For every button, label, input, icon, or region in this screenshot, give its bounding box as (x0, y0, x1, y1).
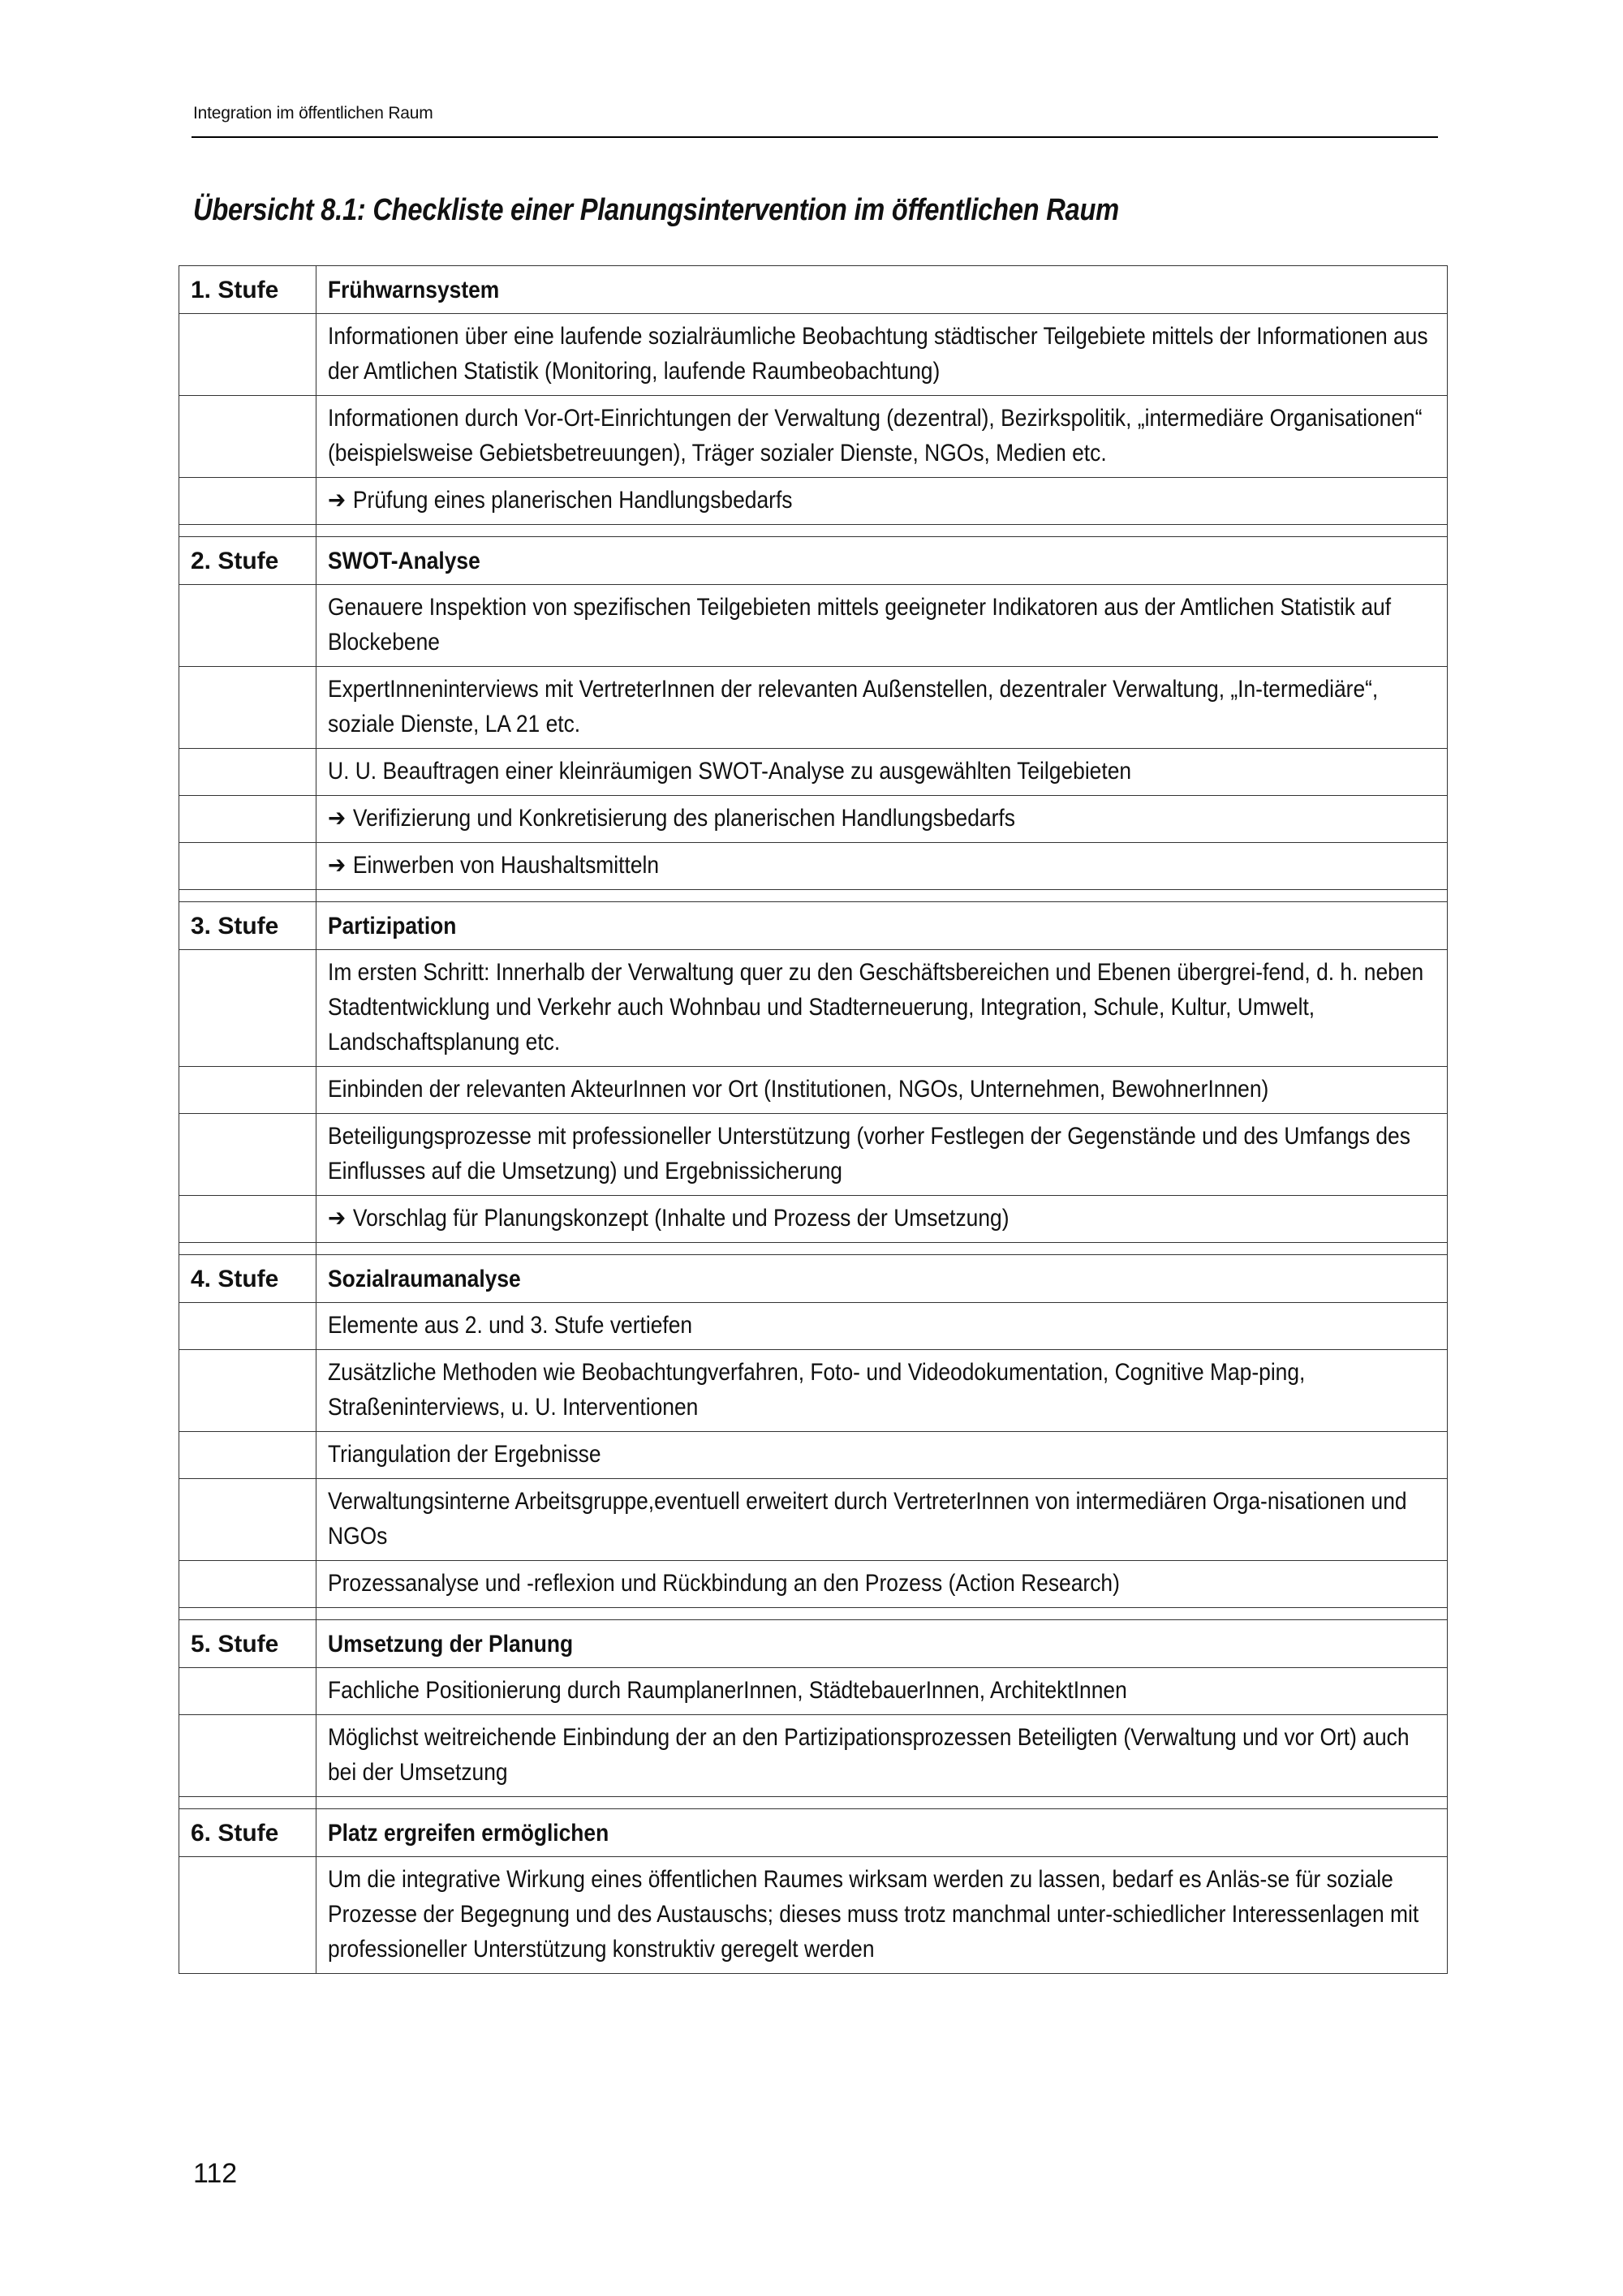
checklist-item-row (179, 796, 1448, 843)
checklist-item-text: U. U. Beauftragen einer kleinräumigen SWOT-Analyse zu ausgewählten Teilgebieten (328, 758, 1132, 785)
checklist-item-wrap (328, 672, 1429, 742)
checklist-item-text: Im ersten Schritt: Innerhalb der Verwaltung quer zu den Geschäftsbereichen und Ebenen übergrei-fend, d. h. neben Stadtentwicklung und Verkehr auch Wohnbau und Stadterneuerung, Integration, Schule, Kultur, Umwelt, Landschaftsplanung etc. (328, 959, 1424, 1056)
stage-label: 6. Stufe (179, 1809, 316, 1857)
spacer-cell (179, 1243, 316, 1255)
checklist-item (316, 1432, 1448, 1479)
checklist-item (316, 478, 1448, 525)
checklist-item-wrap (328, 1720, 1429, 1790)
empty-stage-cell (179, 796, 316, 843)
empty-stage-cell (179, 1857, 316, 1974)
checklist-item-text: Prozessanalyse und -reflexion und Rückbindung an den Prozess (Action Research) (328, 1570, 1120, 1597)
checklist-item (316, 749, 1448, 796)
stage-row (179, 1620, 1448, 1668)
empty-stage-cell (179, 1350, 316, 1432)
checklist-item-text: Beteiligungsprozesse mit professioneller Unterstützung (vorher Festlegen der Gegenstände und des Umfangs des Einflusses auf die Umsetzung) und Ergebnissicherung (328, 1123, 1410, 1185)
stage-label: 2. Stufe (179, 537, 316, 585)
checklist-item-wrap (328, 1119, 1429, 1189)
checklist-item (316, 950, 1448, 1067)
checklist-item-wrap (328, 401, 1429, 471)
checklist-item (316, 314, 1448, 396)
stage-title (316, 1255, 1448, 1303)
running-header: Integration im öffentlichen Raum (193, 104, 433, 123)
empty-stage-cell (179, 1303, 316, 1350)
spacer-cell (179, 1797, 316, 1809)
checklist-item-row (179, 1067, 1448, 1114)
checklist-item-text: Einwerben von Haushaltsmitteln (352, 852, 660, 879)
checklist-item-wrap (328, 1437, 1429, 1472)
empty-stage-cell (179, 1114, 316, 1196)
stage-row (179, 266, 1448, 314)
spacer-cell (316, 525, 1448, 537)
checklist-item (316, 667, 1448, 749)
spacer-cell (179, 890, 316, 902)
checklist-item (316, 1114, 1448, 1196)
checklist-item-row (179, 396, 1448, 478)
checklist-item-row (179, 950, 1448, 1067)
stage-label: 3. Stufe (179, 902, 316, 950)
checklist-item-row (179, 667, 1448, 749)
stage-title-text: SWOT-Analyse (328, 547, 480, 574)
spacer-cell (316, 1608, 1448, 1620)
stage-spacer (179, 1243, 1448, 1255)
stage-title (316, 1809, 1448, 1857)
spacer-cell (316, 1797, 1448, 1809)
stage-title-text: Frühwarnsystem (328, 276, 500, 303)
empty-stage-cell (179, 396, 316, 478)
stage-spacer (179, 1797, 1448, 1809)
checklist-item-wrap (328, 1072, 1429, 1107)
checklist-item (316, 585, 1448, 667)
stage-label: 5. Stufe (179, 1620, 316, 1668)
checklist-item (316, 1303, 1448, 1350)
stage-spacer (179, 525, 1448, 537)
checklist-item-text: Vorschlag für Planungskonzept (Inhalte und Prozess der Umsetzung) (352, 1205, 1010, 1232)
checklist-item-text: ExpertInneninterviews mit VertreterInnen der relevanten Außenstellen, dezentraler Verwaltung, „In-termediäre“, soziale Dienste, LA 21 etc. (328, 676, 1379, 737)
checklist-item-row (179, 749, 1448, 796)
checklist-item (316, 1561, 1448, 1608)
checklist-item-row (179, 1114, 1448, 1196)
checklist-item-wrap (328, 1484, 1429, 1554)
stage-row (179, 1809, 1448, 1857)
checklist-item-wrap (328, 483, 1429, 518)
checklist-item-text: Zusätzliche Methoden wie Beobachtungverfahren, Foto- und Videodokumentation, Cognitive Map-ping, Straßeninterviews, u. U. Interventionen (328, 1359, 1306, 1421)
stage-label: 4. Stufe (179, 1255, 316, 1303)
checklist-item-wrap (328, 1673, 1429, 1708)
checklist-item (316, 1067, 1448, 1114)
spacer-cell (179, 525, 316, 537)
checklist-item-text: Genauere Inspektion von spezifischen Teilgebieten mittels geeigneter Indikatoren aus der Amtlichen Statistik auf Blockebene (328, 594, 1392, 656)
empty-stage-cell (179, 667, 316, 749)
empty-stage-cell (179, 843, 316, 890)
checklist-item-wrap (328, 754, 1429, 789)
page-number: 112 (193, 2158, 238, 2189)
empty-stage-cell (179, 1432, 316, 1479)
checklist-item-row (179, 478, 1448, 525)
stage-spacer (179, 1608, 1448, 1620)
stage-row (179, 1255, 1448, 1303)
empty-stage-cell (179, 478, 316, 525)
checklist-item-row (179, 1350, 1448, 1432)
checklist-item-row (179, 1857, 1448, 1974)
empty-stage-cell (179, 1561, 316, 1608)
checklist-item (316, 1668, 1448, 1715)
checklist-body (179, 266, 1448, 1974)
checklist-item-text: Fachliche Positionierung durch RaumplanerInnen, StädtebauerInnen, ArchitektInnen (328, 1677, 1127, 1704)
empty-stage-cell (179, 1067, 316, 1114)
stage-row (179, 537, 1448, 585)
checklist-item-wrap (328, 801, 1429, 836)
checklist-item (316, 1479, 1448, 1561)
spacer-cell (179, 1608, 316, 1620)
empty-stage-cell (179, 749, 316, 796)
empty-stage-cell (179, 1196, 316, 1243)
checklist-item-text: Verifizierung und Konkretisierung des planerischen Handlungsbedarfs (352, 805, 1015, 832)
stage-spacer (179, 890, 1448, 902)
checklist-item-row (179, 843, 1448, 890)
arrow-right-icon: ➔ (328, 805, 347, 832)
checklist-item (316, 1857, 1448, 1974)
stage-title-text: Umsetzung der Planung (328, 1630, 574, 1658)
checklist-item-text: Einbinden der relevanten AkteurInnen vor Ort (Institutionen, NGOs, Unternehmen, BewohnerInnen) (328, 1076, 1269, 1103)
checklist-item-wrap (328, 319, 1429, 389)
checklist-item-row (179, 1561, 1448, 1608)
checklist-item-text: Verwaltungsinterne Arbeitsgruppe,eventuell erweitert durch VertreterInnen von intermediären Orga-nisationen und NGOs (328, 1488, 1407, 1550)
stage-title (316, 1620, 1448, 1668)
stage-row (179, 902, 1448, 950)
empty-stage-cell (179, 585, 316, 667)
checklist-item-row (179, 1479, 1448, 1561)
checklist-item-text: Elemente aus 2. und 3. Stufe vertiefen (328, 1312, 693, 1339)
stage-title (316, 537, 1448, 585)
checklist-item-wrap (328, 1355, 1429, 1425)
checklist-table (179, 265, 1448, 1974)
checklist-item-row (179, 1715, 1448, 1797)
page-title: Übersicht 8.1: Checkliste einer Planungsintervention im öffentlichen Raum (193, 193, 1119, 227)
checklist-item-wrap (328, 955, 1429, 1060)
checklist-item-row (179, 1303, 1448, 1350)
empty-stage-cell (179, 314, 316, 396)
checklist-item-text: Prüfung eines planerischen Handlungsbedarfs (352, 487, 793, 514)
checklist-item-row (179, 1432, 1448, 1479)
stage-title (316, 902, 1448, 950)
stage-title-text: Sozialraumanalyse (328, 1265, 521, 1292)
stage-title-text: Partizipation (328, 912, 457, 939)
checklist-item (316, 796, 1448, 843)
spacer-cell (316, 1243, 1448, 1255)
checklist-item-wrap (328, 1308, 1429, 1343)
checklist-item-wrap (328, 848, 1429, 883)
checklist-item (316, 1196, 1448, 1243)
checklist-item-wrap (328, 1862, 1429, 1967)
spacer-cell (316, 890, 1448, 902)
arrow-right-icon: ➔ (328, 1205, 347, 1232)
checklist-item-text: Informationen durch Vor-Ort-Einrichtungen der Verwaltung (dezentral), Bezirkspolitik, „intermediäre Organisationen“ (beispielsweise Gebietsbetreuungen), Träger sozialer Dienste, NGOs, Medien etc. (328, 405, 1423, 467)
stage-title-text: Platz ergreifen ermöglichen (328, 1819, 609, 1847)
checklist-item (316, 1350, 1448, 1432)
checklist-item (316, 843, 1448, 890)
arrow-right-icon: ➔ (328, 852, 347, 879)
header-rule (192, 136, 1438, 138)
stage-label: 1. Stufe (179, 266, 316, 314)
checklist-item-row (179, 1668, 1448, 1715)
checklist-item-row (179, 585, 1448, 667)
checklist-item-row (179, 1196, 1448, 1243)
checklist-item-text: Um die integrative Wirkung eines öffentlichen Raumes wirksam werden zu lassen, bedarf es Anläs-se für soziale Prozesse der Begegnung und des Austauschs; dieses muss trotz manchmal unter-schiedlicher Interessenlagen mit professioneller Unterstützung konstruktiv geregelt werden (328, 1866, 1419, 1963)
checklist-item-text: Informationen über eine laufende sozialräumliche Beobachtung städtischer Teilgebiete mittels der Informationen aus der Amtlichen Statistik (Monitoring, laufende Raumbeobachtung) (328, 323, 1428, 385)
empty-stage-cell (179, 950, 316, 1067)
checklist-item-wrap (328, 590, 1429, 660)
empty-stage-cell (179, 1715, 316, 1797)
checklist-item-text: Triangulation der Ergebnisse (328, 1441, 601, 1468)
checklist-item (316, 396, 1448, 478)
empty-stage-cell (179, 1479, 316, 1561)
checklist-item-text: Möglichst weitreichende Einbindung der an den Partizipationsprozessen Beteiligten (Verwaltung und vor Ort) auch bei der Umsetzung (328, 1724, 1410, 1786)
checklist-item-wrap (328, 1566, 1429, 1601)
checklist-item-wrap (328, 1201, 1429, 1236)
checklist-item-row (179, 314, 1448, 396)
arrow-right-icon: ➔ (328, 487, 347, 514)
checklist-item (316, 1715, 1448, 1797)
empty-stage-cell (179, 1668, 316, 1715)
stage-title (316, 266, 1448, 314)
